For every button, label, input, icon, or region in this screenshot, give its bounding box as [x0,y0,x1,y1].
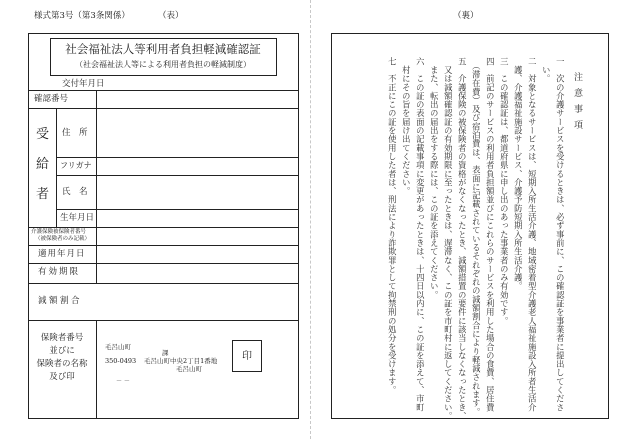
issue-date-label: 交付年月日 [62,79,105,89]
grid-line [28,283,299,284]
recipient-label-char: 給 [36,157,50,172]
grid-line [28,90,299,91]
furigana-label: フリガナ [60,161,92,170]
grid-line [56,157,299,158]
reduction-rate-label: 減額割合 [38,296,83,306]
birthdate-label: 生年月日 [60,213,95,223]
recipient-label-char: 受 [36,127,50,142]
insurer-label-line: 保険者の名称 [36,359,88,369]
form-number: 様式第3号（第3条関係） [34,11,130,21]
notes-title: 注意事項 [572,72,582,136]
grid-line [28,263,299,264]
confirmation-number-label: 確認番号 [34,94,69,104]
grid-line [56,108,57,227]
insurer-postal: 350-0493 [105,357,137,365]
grid-line [96,320,97,419]
official-seal-box: 印 [232,340,262,372]
grid-line [56,175,299,176]
insurer-label-line: 並びに [49,346,75,356]
note-line: 三 この確認証は、都道府県に申し出のあった事業者のみ有効です。 [499,57,510,326]
name-label: 氏 名 [62,187,88,197]
insured-number-note: （被保険者のみ記載） [35,236,91,242]
note-line: また、転出の届出をする際には、この証を添えてください。 [429,57,440,300]
insured-number-label: 介護保険被保険者番号 [31,229,87,235]
note-line: 四 前記のサービスの利用者負担額並びにこれらのサービスを利用した場合の食費、居住費 [485,57,496,412]
certificate-title: 社会福祉法人等利用者負担軽減確認証 [65,42,261,56]
address-label: 住 所 [62,128,88,138]
note-line: 五 介護保険の被保険者の資格がなくなったとき、減額措置の要件に該当しなくなったとき、 [457,57,468,421]
grid-line [28,320,299,321]
note-line: 二 対象となるサービスは、短期入所生活介護、地域密着型介護老人福祉施設入所者生活介 [527,57,538,412]
grid-line [56,209,299,210]
note-line: 護、介護福祉施設サービス、介護予防短期入所生活介護。 [513,57,524,291]
grid-line [96,90,97,108]
insurer-address: 毛呂山町中央2丁目1番地 [144,357,218,365]
note-line: 村にその旨を届け出てください。 [401,57,412,196]
note-line: （滞在費）及び宿泊費は、表面に記載されているそれぞれの減額割合により軽減されます。 [471,57,482,417]
page-fold-line [310,0,311,439]
valid-until-label: 有効期限 [38,267,81,277]
note-line: 又は減額確認証の有効期限に至ったときは、遅滞なく、この証を市町村に返してください。 [443,57,454,421]
footer-mark: － － [116,378,130,385]
insurer-label-line: 保険者番号 [40,333,84,343]
recipient-label-char: 者 [36,187,50,202]
insurer-label-line: 及び印 [49,372,75,382]
back-side-label: （裏） [453,11,479,21]
front-side-label: （表） [158,11,184,21]
note-line: 七 不正にこの証を使用した者は、刑法により詐欺罪として拘禁刑の処分を受けます。 [387,57,398,395]
note-line: 六 この証の表面の記載事項に変更があったときは、十四日以内に、この証を添えて、市町 [415,57,426,412]
notes-frame [331,33,609,419]
grid-line [96,108,97,283]
insurer-town: 毛呂山町 [105,343,131,351]
note-line: い。 [541,57,552,83]
note-line: 一 次の介護サービスを受けるときは、必ず事前に、この確認証を事業者に提出してくださ [555,57,566,412]
insurer-mayor: 毛呂山町 [176,365,202,373]
start-date-label: 適用年月日 [38,249,86,259]
insurer-dept: 課 [162,349,169,357]
certificate-subtitle: （社会福祉法人等による利用者負担の軽減制度） [75,60,251,69]
grid-line [28,108,299,109]
grid-line [28,227,299,228]
grid-line [28,245,299,246]
